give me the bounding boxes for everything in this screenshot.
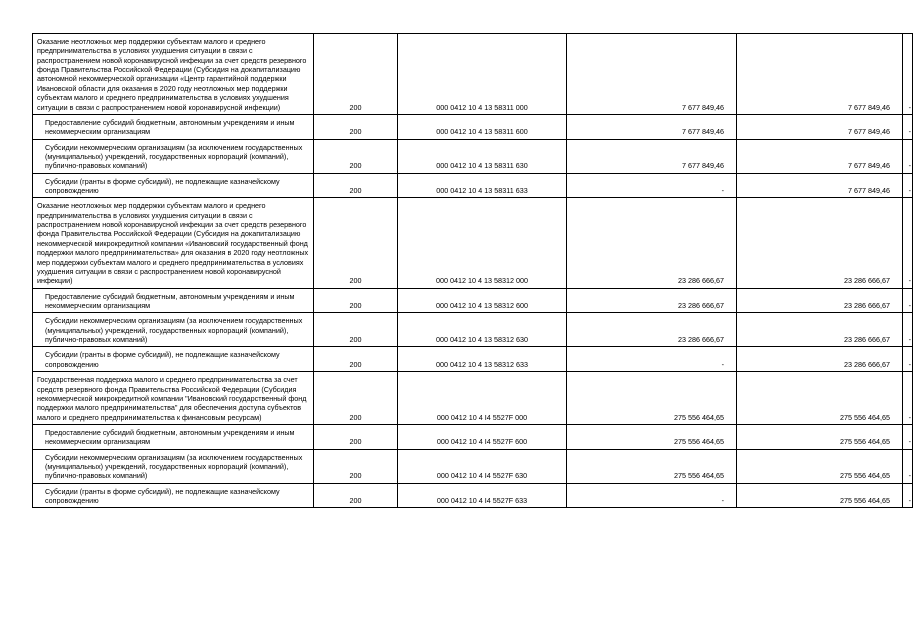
- row-value-2: 275 556 464,65: [737, 449, 903, 483]
- row-value-3: -: [903, 347, 913, 372]
- row-value-1: 23 286 666,67: [567, 313, 737, 347]
- row-classification-code: 000 0412 10 4 I4 5527F 630: [398, 449, 567, 483]
- row-value-1: -: [567, 173, 737, 198]
- row-value-2: 7 677 849,46: [737, 139, 903, 173]
- table-row: [33, 347, 913, 372]
- row-value-3: -: [903, 424, 913, 449]
- row-name: Предоставление субсидий бюджетным, автономным учреждениям и иным некоммерческим организациям: [33, 288, 314, 313]
- row-value-1: 23 286 666,67: [567, 198, 737, 288]
- row-value-2: 7 677 849,46: [737, 114, 903, 139]
- row-name: Государственная поддержка малого и среднего предпринимательства за счет средств резервного фонда Правительства Российской Федерации (Субсидия некоммерческой микрокредитной компании "Ивановский государственный фонд поддержки малого предпринимательства" для обеспечения доступа субъектов малого и среднего предпринимательства к финансовым ресурсам): [33, 372, 314, 425]
- row-value-1: -: [567, 483, 737, 508]
- table-row: [33, 372, 913, 425]
- row-name: Оказание неотложных мер поддержки субъектам малого и среднего предпринимательства в условиях ухудшения ситуации в связи с распространением новой коронавирусной инфекции за счет средств резервного фонда Правительства Российской Федерации (Субсидия на докапитализацию некоммерческой микрокредитной компании «Ивановский государственный фонд поддержки малого предпринимательства» для оказания в 2020 году неотложных мер поддержки субъектам малого и среднего предпринимательства в условиях ухудшения ситуации в связи с распространением новой коронавирусной инфекции): [33, 198, 314, 288]
- row-name: Предоставление субсидий бюджетным, автономным учреждениям и иным некоммерческим организациям: [33, 424, 314, 449]
- table-row: [33, 288, 913, 313]
- row-name: Субсидии некоммерческим организациям (за исключением государственных (муниципальных) учреждений, государственных корпораций (компаний), публично-правовых компаний): [33, 449, 314, 483]
- table-body: [33, 34, 913, 508]
- row-value-2: 23 286 666,67: [737, 347, 903, 372]
- row-value-3: -: [903, 114, 913, 139]
- row-value-3: -: [903, 139, 913, 173]
- row-classification-code: 000 0412 10 4 13 58311 600: [398, 114, 567, 139]
- row-value-2: 7 677 849,46: [737, 34, 903, 115]
- table-row: [33, 198, 913, 288]
- table-row: [33, 114, 913, 139]
- row-classification-code: 000 0412 10 4 I4 5527F 633: [398, 483, 567, 508]
- row-value-2: 23 286 666,67: [737, 288, 903, 313]
- budget-table: [32, 33, 913, 508]
- row-value-1: 275 556 464,65: [567, 424, 737, 449]
- row-name: Предоставление субсидий бюджетным, автономным учреждениям и иным некоммерческим организациям: [33, 114, 314, 139]
- table-row: [33, 483, 913, 508]
- row-classification-code: 000 0412 10 4 I4 5527F 000: [398, 372, 567, 425]
- row-value-3: -: [903, 313, 913, 347]
- row-name: Субсидии некоммерческим организациям (за исключением государственных (муниципальных) учреждений, государственных корпораций (компаний), публично-правовых компаний): [33, 139, 314, 173]
- row-classification-code: 000 0412 10 4 13 58311 630: [398, 139, 567, 173]
- row-value-1: -: [567, 347, 737, 372]
- row-code: 200: [314, 288, 398, 313]
- row-value-2: 275 556 464,65: [737, 424, 903, 449]
- row-value-2: 23 286 666,67: [737, 198, 903, 288]
- row-name: Субсидии некоммерческим организациям (за исключением государственных (муниципальных) учреждений, государственных корпораций (компаний), публично-правовых компаний): [33, 313, 314, 347]
- table-row: [33, 424, 913, 449]
- row-value-2: 7 677 849,46: [737, 173, 903, 198]
- row-name: Субсидии (гранты в форме субсидий), не подлежащие казначейскому сопровождению: [33, 347, 314, 372]
- row-name: Субсидии (гранты в форме субсидий), не подлежащие казначейскому сопровождению: [33, 173, 314, 198]
- table-row: [33, 449, 913, 483]
- row-classification-code: 000 0412 10 4 13 58312 633: [398, 347, 567, 372]
- row-value-3: -: [903, 449, 913, 483]
- row-value-2: 275 556 464,65: [737, 372, 903, 425]
- row-code: 200: [314, 424, 398, 449]
- row-code: 200: [314, 313, 398, 347]
- row-value-1: 275 556 464,65: [567, 372, 737, 425]
- table-row: [33, 139, 913, 173]
- row-classification-code: 000 0412 10 4 13 58312 000: [398, 198, 567, 288]
- row-value-3: -: [903, 483, 913, 508]
- row-value-1: 7 677 849,46: [567, 139, 737, 173]
- row-value-1: 7 677 849,46: [567, 34, 737, 115]
- row-classification-code: 000 0412 10 4 13 58312 600: [398, 288, 567, 313]
- row-code: 200: [314, 483, 398, 508]
- row-code: 200: [314, 34, 398, 115]
- row-classification-code: 000 0412 10 4 13 58311 633: [398, 173, 567, 198]
- row-classification-code: 000 0412 10 4 I4 5527F 600: [398, 424, 567, 449]
- row-value-3: -: [903, 198, 913, 288]
- row-name: Оказание неотложных мер поддержки субъектам малого и среднего предпринимательства в условиях ухудшения ситуации в связи с распространением новой коронавирусной инфекции за счет средств резервного фонда Правительства Российской Федерации (Субсидия на докапитализацию автономной некоммерческой организации «Центр гарантийной поддержки Ивановской области для оказания в 2020 году неотложных мер поддержки субъектам малого и среднего предпринимательства в условиях ухудшения ситуации в связи с распространением новой коронавирусной инфекции): [33, 34, 314, 115]
- row-value-3: -: [903, 34, 913, 115]
- row-value-1: 7 677 849,46: [567, 114, 737, 139]
- table-row: [33, 313, 913, 347]
- table-row: [33, 173, 913, 198]
- row-value-3: -: [903, 288, 913, 313]
- table-row: [33, 34, 913, 115]
- row-value-1: 275 556 464,65: [567, 449, 737, 483]
- row-name: Субсидии (гранты в форме субсидий), не подлежащие казначейскому сопровождению: [33, 483, 314, 508]
- row-code: 200: [314, 372, 398, 425]
- row-code: 200: [314, 114, 398, 139]
- row-value-2: 275 556 464,65: [737, 483, 903, 508]
- row-value-3: -: [903, 372, 913, 425]
- row-classification-code: 000 0412 10 4 13 58311 000: [398, 34, 567, 115]
- row-code: 200: [314, 198, 398, 288]
- row-classification-code: 000 0412 10 4 13 58312 630: [398, 313, 567, 347]
- row-value-2: 23 286 666,67: [737, 313, 903, 347]
- row-value-1: 23 286 666,67: [567, 288, 737, 313]
- row-code: 200: [314, 347, 398, 372]
- row-code: 200: [314, 449, 398, 483]
- row-value-3: -: [903, 173, 913, 198]
- row-code: 200: [314, 173, 398, 198]
- row-code: 200: [314, 139, 398, 173]
